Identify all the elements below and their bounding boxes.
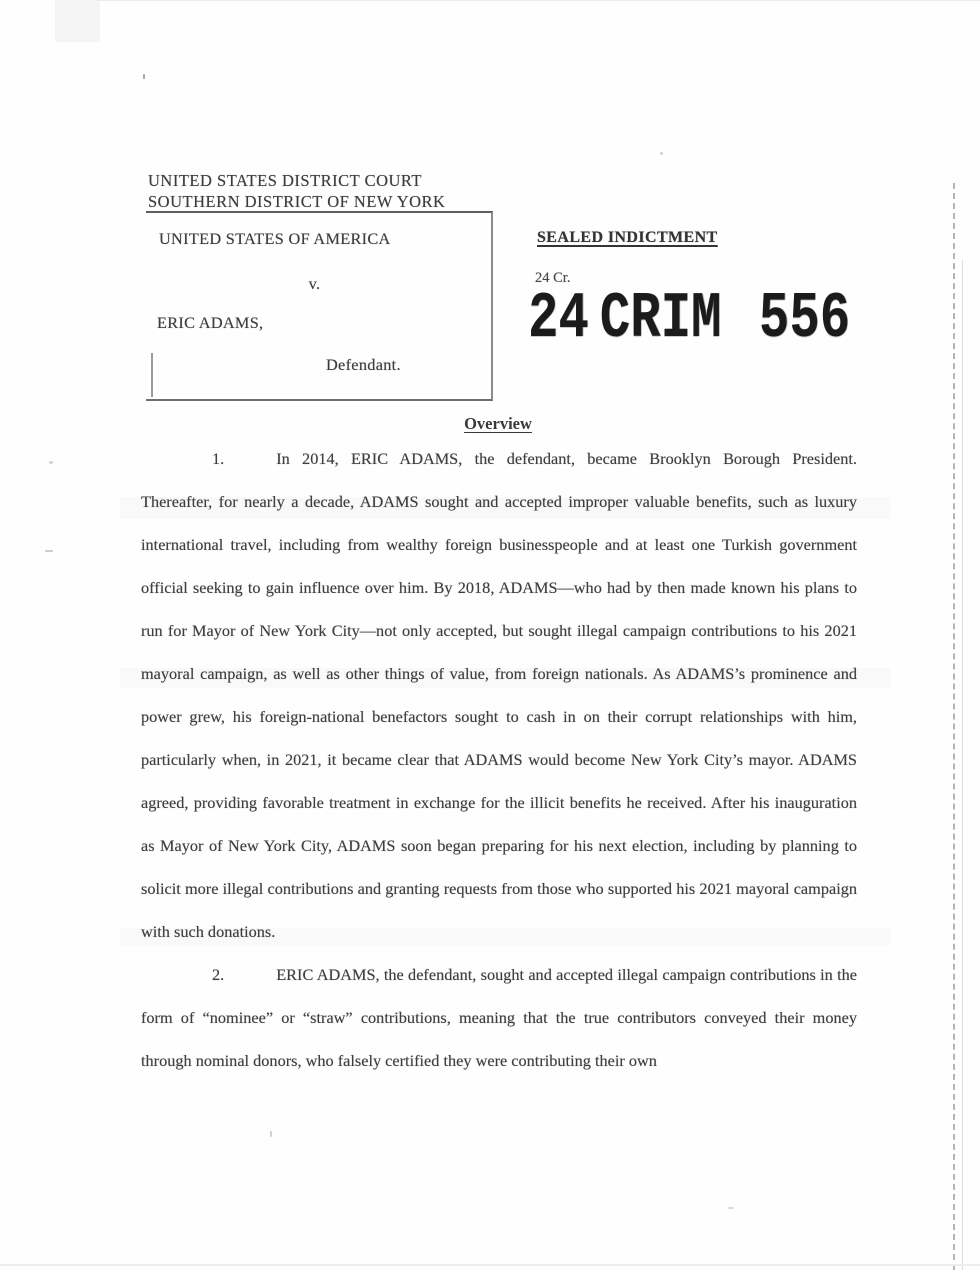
defendant-name: ERIC ADAMS, (157, 313, 264, 332)
paragraph-1 (141, 437, 857, 953)
indictment-body (141, 437, 857, 1082)
district-name-line: SOUTHERN DISTRICT OF NEW YORK (148, 192, 446, 211)
crim-case-number-stamp (528, 282, 851, 356)
versus-label: v. (308, 274, 321, 293)
scan-top-edge (95, 0, 980, 1)
paragraph-text: In 2014, ERIC ADAMS, the defendant, became Brooklyn Borough President. Thereafter, for nearly a decade, ADAMS sought and accepted improper valuable benefits, such as luxury international travel, including from wealthy foreign businesspeople and at least one Turkish government official seeking to gain influence over him. By 2018, ADAMS—who had by then made known his plans to run for Mayor of New York City—not only accepted, but sought illegal campaign contributions to his 2021 mayoral campaign, as well as other things of value, from foreign nationals. As ADAMS’s prominence and power grew, his foreign-national benefactors sought to cash in on their corrupt relationships with him, particularly when, in 2021, it became clear that ADAMS would become New York City’s mayor. ADAMS agreed, providing favorable treatment in exchange for the illicit benefits he received. After his inauguration as Mayor of New York City, ADAMS soon began preparing for his next election, including by planning to solicit more illegal contributions and granting requests from those who supported his 2021 mayoral campaign with such donations. (141, 449, 857, 941)
scan-bottom-edge (0, 1264, 980, 1266)
paragraph-number: 2. (212, 965, 225, 984)
paragraph-number: 1. (212, 449, 225, 468)
case-caption-box (146, 211, 493, 401)
stamp-crim-label: CRIM (599, 282, 722, 356)
scan-right-edge-dashed (953, 183, 955, 1270)
stamp-year: 24 (528, 282, 589, 356)
caption-box-left-border-fragment (151, 353, 153, 397)
section-heading-overview (140, 414, 856, 434)
scan-speck (728, 1207, 734, 1209)
stamp-docket-number: 556 (758, 282, 851, 356)
scan-right-edge-faint (962, 260, 963, 1270)
paragraph-text: ERIC ADAMS, the defendant, sought and accepted illegal campaign contributions in the form of “nominee” or “straw” contributions, meaning that the true contributors conveyed their money through nominal donors, who falsely certified they were contributing their own (141, 965, 857, 1070)
plaintiff-name: UNITED STATES OF AMERICA (159, 229, 391, 248)
scan-speck (49, 461, 53, 464)
sealed-indictment-title: SEALED INDICTMENT (537, 229, 718, 246)
scan-speck (660, 152, 663, 155)
defendant-label: Defendant. (326, 355, 401, 374)
section-heading-text: Overview (464, 414, 532, 433)
case-number-prefix: 24 Cr. (535, 270, 571, 286)
scan-speck (270, 1131, 272, 1137)
scan-speck (45, 550, 53, 552)
court-header (148, 170, 445, 212)
court-name-line: UNITED STATES DISTRICT COURT (148, 171, 423, 190)
paragraph-2 (141, 953, 857, 1082)
scan-speck (143, 74, 145, 79)
scan-corner-shade (55, 0, 100, 42)
